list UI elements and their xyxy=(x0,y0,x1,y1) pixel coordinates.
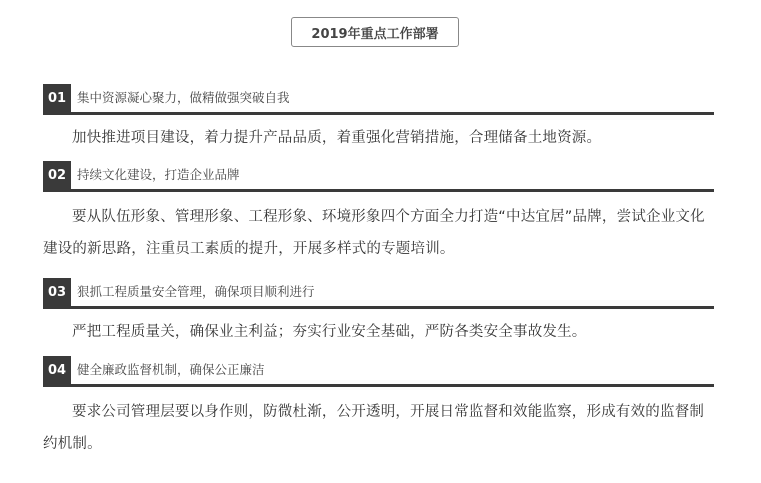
section-heading: 集中资源凝心聚力，做精做强突破自我 xyxy=(77,90,290,105)
section-body: 要从队伍形象、管理形象、工程形象、环境形象四个方面全力打造“中达宜居”品牌，尝试企业文化建设的新思路，注重员工素质的提升，开展多样式的专题培训。 xyxy=(43,209,705,257)
section-body: 要求公司管理层要以身作则，防微杜渐，公开透明，开展日常监督和效能监察，形成有效的监督制约机制。 xyxy=(43,404,705,452)
section-header-04 xyxy=(43,356,714,387)
section-header-02 xyxy=(43,161,714,192)
section-header-03 xyxy=(43,278,714,309)
section-heading: 持续文化建设，打造企业品牌 xyxy=(77,167,240,182)
section-body: 加快推进项目建设，着力提升产品品质，着重强化营销措施，合理储备土地资源。 xyxy=(72,130,602,146)
section-heading: 健全廉政监督机制，确保公正廉洁 xyxy=(77,362,265,377)
section-number-badge: 01 xyxy=(43,84,71,112)
page-title: 2019年重点工作部署 xyxy=(291,17,459,47)
section-header-01 xyxy=(43,84,714,115)
section-heading: 狠抓工程质量安全管理，确保项目顺利进行 xyxy=(77,284,315,299)
section-number-badge: 04 xyxy=(43,356,71,384)
section-body: 严把工程质量关，确保业主利益；夯实行业安全基础，严防各类安全事故发生。 xyxy=(72,324,587,340)
section-number-badge: 03 xyxy=(43,278,71,306)
section-number-badge: 02 xyxy=(43,161,71,189)
